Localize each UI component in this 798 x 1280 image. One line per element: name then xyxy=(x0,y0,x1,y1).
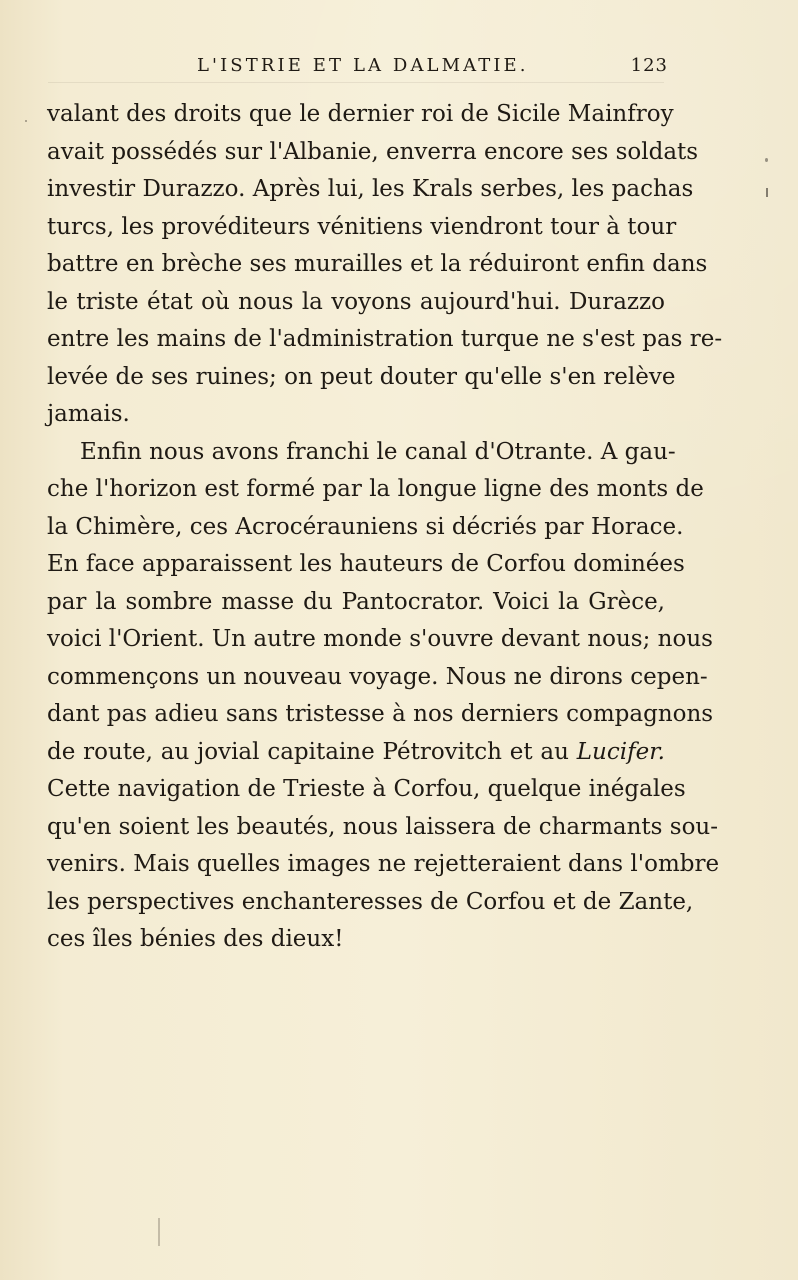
ink-speck xyxy=(765,158,768,162)
text-line: les perspectives enchanteresses de Corfou et de Zante, xyxy=(47,888,694,915)
text-line: le triste état où nous la voyons aujourd'hui. Durazzo xyxy=(47,288,665,315)
page-number: 123 xyxy=(630,55,668,76)
ship-name: Lucifer. xyxy=(576,738,665,765)
body-text xyxy=(47,96,723,959)
text-line: turcs, les provéditeurs vénitiens viendront tour à tour xyxy=(47,213,677,240)
text-line: Cette navigation de Trieste à Corfou, quelque inégales xyxy=(47,776,686,802)
text-line: levée de ses ruines; on peut douter qu'elle s'en relève xyxy=(47,363,676,390)
text-line: par la sombre masse du Pantocrator. Voici la Grèce, xyxy=(47,588,665,615)
running-head xyxy=(0,48,798,82)
text-line: la Chimère, ces Acrocérauniens si décriés par Horace. xyxy=(47,513,684,540)
header-rule xyxy=(48,82,664,83)
text-line: battre en brèche ses murailles et la réduiront enfin dans xyxy=(47,251,708,277)
text-line: commençons un nouveau voyage. Nous ne dirons cepen- xyxy=(47,663,708,690)
text-line: entre les mains de l'administration turque ne s'est pas re- xyxy=(47,326,723,352)
text-line: investir Durazzo. Après lui, les Krals serbes, les pachas xyxy=(47,176,694,202)
ink-speck xyxy=(25,120,27,122)
text-line: avait possédés sur l'Albanie, enverra encore ses soldats xyxy=(47,138,699,165)
paragraph-start-line: Enfin nous avons franchi le canal d'Otrante. A gau- xyxy=(80,438,676,465)
text-line: venirs. Mais quelles images ne rejetteraient dans l'ombre xyxy=(47,851,720,877)
text-line: che l'horizon est formé par la longue ligne des monts de xyxy=(47,476,704,502)
paragraph-end-line: jamais. xyxy=(47,401,130,427)
text-line-with-ship-name xyxy=(47,734,665,772)
running-title: L'ISTRIE ET LA DALMATIE. xyxy=(197,55,529,76)
paragraph-end-line: ces îles bénies des dieux! xyxy=(47,926,344,952)
text-line: dant pas adieu sans tristesse à nos derniers compagnons xyxy=(47,701,714,727)
ink-speck xyxy=(766,188,768,197)
paper-mark xyxy=(158,1218,160,1246)
text-line: En face apparaissent les hauteurs de Corfou dominées xyxy=(47,551,685,577)
text-line: valant des droits que le dernier roi de Sicile Mainfroy xyxy=(47,101,674,127)
text-line-part: de route, au jovial capitaine Pétrovitch et au xyxy=(47,738,569,765)
text-line: voici l'Orient. Un autre monde s'ouvre devant nous; nous xyxy=(47,626,713,652)
text-line: qu'en soient les beautés, nous laissera de charmants sou- xyxy=(47,813,719,840)
